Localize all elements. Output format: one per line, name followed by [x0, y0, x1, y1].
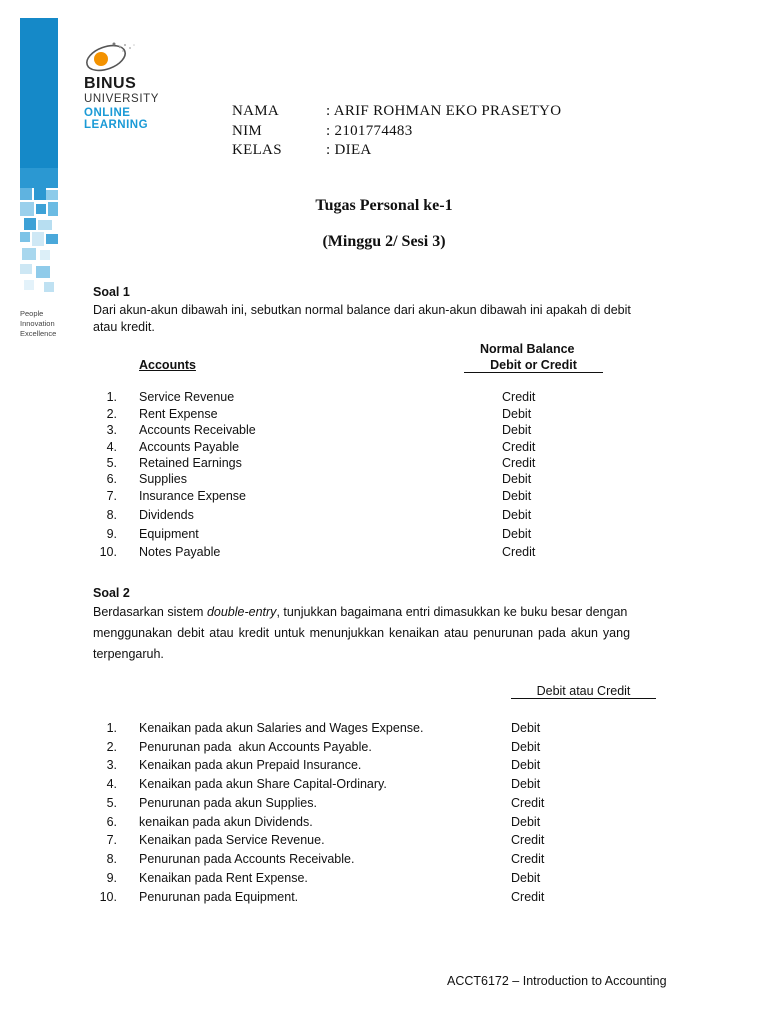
- soal2-question-line1: [93, 605, 674, 619]
- soal2-row-num: 5.: [106, 796, 117, 810]
- soal1-row-account: Rent Expense: [139, 407, 218, 421]
- soal2-row-num: 7.: [106, 833, 117, 847]
- soal1-row-balance: Credit: [502, 456, 536, 470]
- soal2-row-text: Penurunan pada Accounts Receivable.: [139, 852, 355, 866]
- nim-label: NIM: [232, 123, 263, 139]
- soal2-q-emphasis: double-entry: [206, 605, 277, 619]
- soal2-row-num: 6.: [106, 815, 117, 829]
- normal-balance-header: Normal Balance: [480, 342, 575, 356]
- soal2-row-text: Kenaikan pada Service Revenue.: [139, 833, 325, 847]
- soal2-row-answer: Debit: [511, 758, 541, 772]
- soal1-row-balance: Debit: [502, 527, 532, 541]
- tagline-excellence: Excellence: [20, 329, 57, 338]
- soal2-row-num: 9.: [106, 871, 117, 885]
- soal1-question-line1: Dari akun-akun dibawah ini, sebutkan normal balance dari akun-akun dibawah ini apakah di debit: [93, 303, 631, 317]
- logo-tagline: [20, 309, 56, 339]
- class-value: : DIEA: [326, 142, 372, 158]
- soal2-row-answer: Debit: [511, 815, 541, 829]
- soal2-q-post: , tunjukkan bagaimana entri dimasukkan ke buku besar dengan: [276, 605, 628, 619]
- soal1-row-account: Supplies: [139, 472, 187, 486]
- soal2-row-answer: Credit: [511, 833, 545, 847]
- soal2-row-answer: Credit: [511, 796, 545, 810]
- soal1-row-num: 6.: [106, 472, 117, 486]
- soal1-row-num: 8.: [106, 508, 117, 522]
- class-label: KELAS: [232, 142, 282, 158]
- soal2-row-num: 10.: [99, 890, 117, 904]
- logo-learning: LEARNING: [84, 119, 149, 131]
- soal1-row-num: 9.: [106, 527, 117, 541]
- soal2-row-text: Kenaikan pada akun Prepaid Insurance.: [139, 758, 362, 772]
- binus-logo-icon: [80, 36, 144, 76]
- page-footer: ACCT6172 – Introduction to Accounting: [447, 974, 667, 988]
- logo-wordmark: [84, 76, 159, 132]
- nim-value: : 2101774483: [326, 123, 413, 139]
- soal2-heading: Soal 2: [93, 586, 130, 600]
- logo-university: UNIVERSITY: [84, 93, 160, 105]
- decorative-strip: [20, 18, 58, 296]
- soal2-row-answer: Debit: [511, 740, 541, 754]
- soal2-row-text: Penurunan pada akun Supplies.: [139, 796, 317, 810]
- soal1-row-account: Accounts Payable: [139, 440, 240, 454]
- soal1-row-num: 3.: [106, 423, 117, 437]
- soal1-row-balance: Debit: [502, 423, 532, 437]
- soal2-row-text: Kenaikan pada akun Salaries and Wages Expense.: [139, 721, 424, 735]
- accounts-header: Accounts: [139, 358, 196, 372]
- soal1-row-num: 4.: [106, 440, 117, 454]
- soal1-row-account: Accounts Receivable: [139, 423, 256, 437]
- soal2-row-num: 8.: [106, 852, 117, 866]
- soal1-row-account: Equipment: [139, 527, 199, 541]
- soal2-row-answer: Debit: [511, 871, 541, 885]
- soal2-row-answer: Credit: [511, 852, 545, 866]
- soal1-row-balance: Credit: [502, 390, 536, 404]
- soal2-q-pre: Berdasarkan sistem: [93, 605, 207, 619]
- soal1-heading: Soal 1: [93, 285, 130, 299]
- tagline-people: People: [20, 309, 44, 318]
- debit-atau-credit-header: Debit atau Credit: [511, 684, 656, 699]
- soal2-row-answer: Debit: [511, 777, 541, 791]
- soal1-row-num: 7.: [106, 489, 117, 503]
- soal2-row-text: Kenaikan pada akun Share Capital-Ordinary.: [139, 777, 387, 791]
- page-title: Tugas Personal ke-1: [315, 197, 453, 214]
- soal1-question-line2: atau kredit.: [93, 320, 155, 334]
- soal1-row-balance: Debit: [502, 489, 532, 503]
- soal2-row-num: 1.: [106, 721, 117, 735]
- soal1-row-account: Retained Earnings: [139, 456, 242, 470]
- soal2-row-text: kenaikan pada akun Dividends.: [139, 815, 313, 829]
- soal1-row-account: Service Revenue: [139, 390, 235, 404]
- soal1-row-account: Dividends: [139, 508, 194, 522]
- soal1-row-account: Insurance Expense: [139, 489, 247, 503]
- soal2-row-answer: Credit: [511, 890, 545, 904]
- soal2-row-num: 4.: [106, 777, 117, 791]
- name-label: NAMA: [232, 103, 280, 119]
- soal2-row-num: 2.: [106, 740, 117, 754]
- soal1-row-num: 10.: [99, 545, 117, 559]
- debit-or-credit-header: Debit or Credit: [464, 358, 603, 373]
- logo-brand: BINUS: [84, 75, 137, 92]
- soal2-row-text: Kenaikan pada Rent Expense.: [139, 871, 308, 885]
- soal1-row-account: Notes Payable: [139, 545, 221, 559]
- soal1-row-num: 5.: [106, 456, 117, 470]
- soal2-row-text: Penurunan pada Equipment.: [139, 890, 299, 904]
- soal1-row-balance: Debit: [502, 407, 532, 421]
- soal2-question-line2: menggunakan debit atau kredit untuk menunjukkan kenaikan atau penurunan pada akun yang: [93, 626, 631, 640]
- soal2-row-text: Penurunan pada akun Accounts Payable.: [139, 740, 372, 754]
- page-subtitle: (Minggu 2/ Sesi 3): [322, 233, 446, 250]
- tagline-innovation: Innovation: [20, 319, 55, 328]
- soal1-row-num: 1.: [106, 390, 117, 404]
- soal1-row-balance: Debit: [502, 508, 532, 522]
- logo-online: ONLINE: [84, 106, 131, 119]
- name-value: : ARIF ROHMAN EKO PRASETYO: [326, 103, 562, 119]
- soal1-row-balance: Credit: [502, 545, 536, 559]
- soal2-question-line3: terpengaruh.: [93, 647, 164, 661]
- soal2-row-num: 3.: [106, 758, 117, 772]
- soal2-row-answer: Debit: [511, 721, 541, 735]
- soal1-row-balance: Credit: [502, 440, 536, 454]
- soal1-row-num: 2.: [106, 407, 117, 421]
- soal1-row-balance: Debit: [502, 472, 532, 486]
